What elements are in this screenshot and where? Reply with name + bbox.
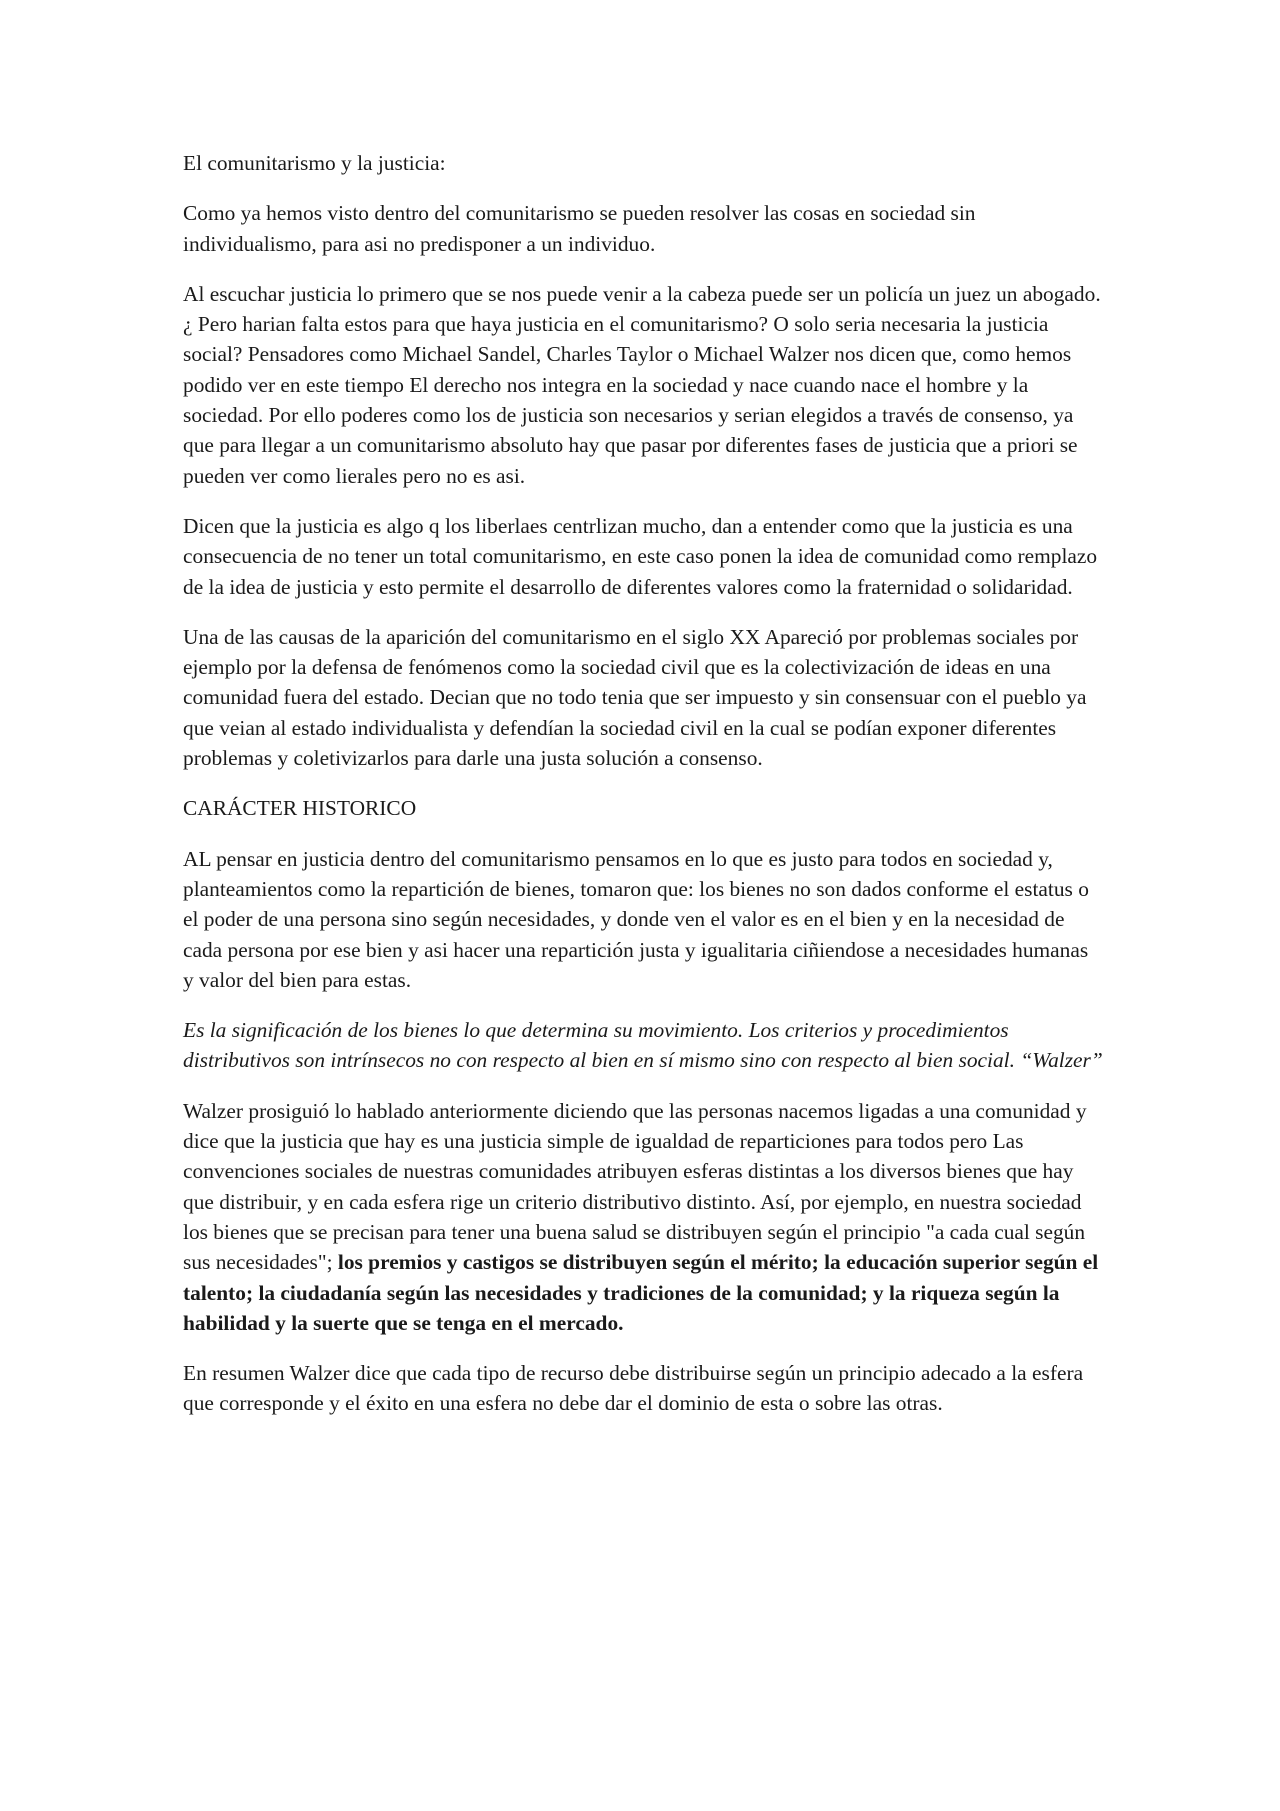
paragraph-resumen: En resumen Walzer dice que cada tipo de recurso debe distribuirse según un principio adecado a la esfera que corresponde y el éxito en una esfera no debe dar el dominio de esta o sobre las otras. <box>183 1361 1084 1416</box>
paragraph-causas: Una de las causas de la aparición del comunitarismo en el siglo XX Apareció por problemas sociales por ejemplo por la defensa de fenómenos como la sociedad civil que es la colectivización de ideas en una comunidad fuera del estado. Decian que no todo tenia que ser impuesto y sin consensuar con el pueblo ya que veian al estado individualista y defendían la sociedad civil en la cual se podían exponer diferentes problemas y coletivizarlos para darle una justa solución a consenso. <box>183 624 1087 771</box>
paragraph-liberales: Dicen que la justicia es algo q los liberlaes centrlizan mucho, dan a entender como que la justicia es una consecuencia de no tener un total comunitarismo, en este caso ponen la idea de comunidad como remplazo de la idea de justicia y esto permite el desarrollo de diferentes valores como la fraternidad o solidaridad. <box>183 513 1098 599</box>
paragraph-reparticion: AL pensar en justicia dentro del comunitarismo pensamos en lo que es justo para todos en sociedad y, planteamientos como la repartición de bienes, tomaron que: los bienes no son dados conforme el estatus o el poder de una persona sino según necesidades, y donde ven el valor es en el bien y en la necesidad de cada persona por ese bien y asi hacer una repartición justa y igualitaria ciñiendose a necesidades humanas y valor del bien para estas. <box>183 846 1089 992</box>
section-heading: CARÁCTER HISTORICO <box>183 796 417 821</box>
document-title: El comunitarismo y la justicia: <box>183 151 446 175</box>
paragraph-walzer-bold-text: los premios y castigos se distribuyen según el mérito; la educación superior según el talento; la ciudadanía según las necesidades y tradiciones de la comunidad; y la riqueza según la habilidad y la suerte que se tenga en el mercado. <box>183 1250 1099 1335</box>
document-body <box>183 148 1103 1439</box>
paragraph-walzer <box>183 1096 1103 1338</box>
paragraph-justicia: Al escuchar justicia lo primero que se nos puede venir a la cabeza puede ser un policía un juez un abogado.¿ Pero harian falta estos para que haya justicia en el comunitarismo? O solo seria necesaria la justicia social? Pensadores como Michael Sandel, Charles Taylor o Michael Walzer nos dicen que, como hemos podido ver en este tiempo El derecho nos integra en la sociedad y nace cuando nace el hombre y la sociedad. Por ello poderes como los de justicia son necesarios y serian elegidos a través de consenso, ya que para llegar a un comunitarismo absoluto hay que pasar por diferentes fases de justicia que a priori se pueden ver como lierales pero no es asi. <box>183 281 1101 488</box>
paragraph-intro: Como ya hemos visto dentro del comunitarismo se pueden resolver las cosas en sociedad sin individualismo, para asi no predisponer a un individuo. <box>183 201 976 256</box>
paragraph-walzer-text: Walzer prosiguió lo hablado anteriormente diciendo que las personas nacemos ligadas a una comunidad y dice que la justicia que hay es una justicia simple de igualdad de reparticiones para todos pero Las convenciones sociales de nuestras comunidades atribuyen esferas distintas a los diversos bienes que hay que distribuir, y en cada esfera rige un criterio distributivo distinto. Así, por ejemplo, en nuestra sociedad los bienes que se precisan para tener una buena salud se distribuyen según el principio "a cada cual según sus necesidades"; <box>183 1098 1087 1275</box>
quote-walzer: Es la significación de los bienes lo que determina su movimiento. Los criterios y procedimientos distributivos son intrínsecos no con respecto al bien en sí mismo sino con respecto al bien social. “Walzer” <box>183 1018 1103 1073</box>
